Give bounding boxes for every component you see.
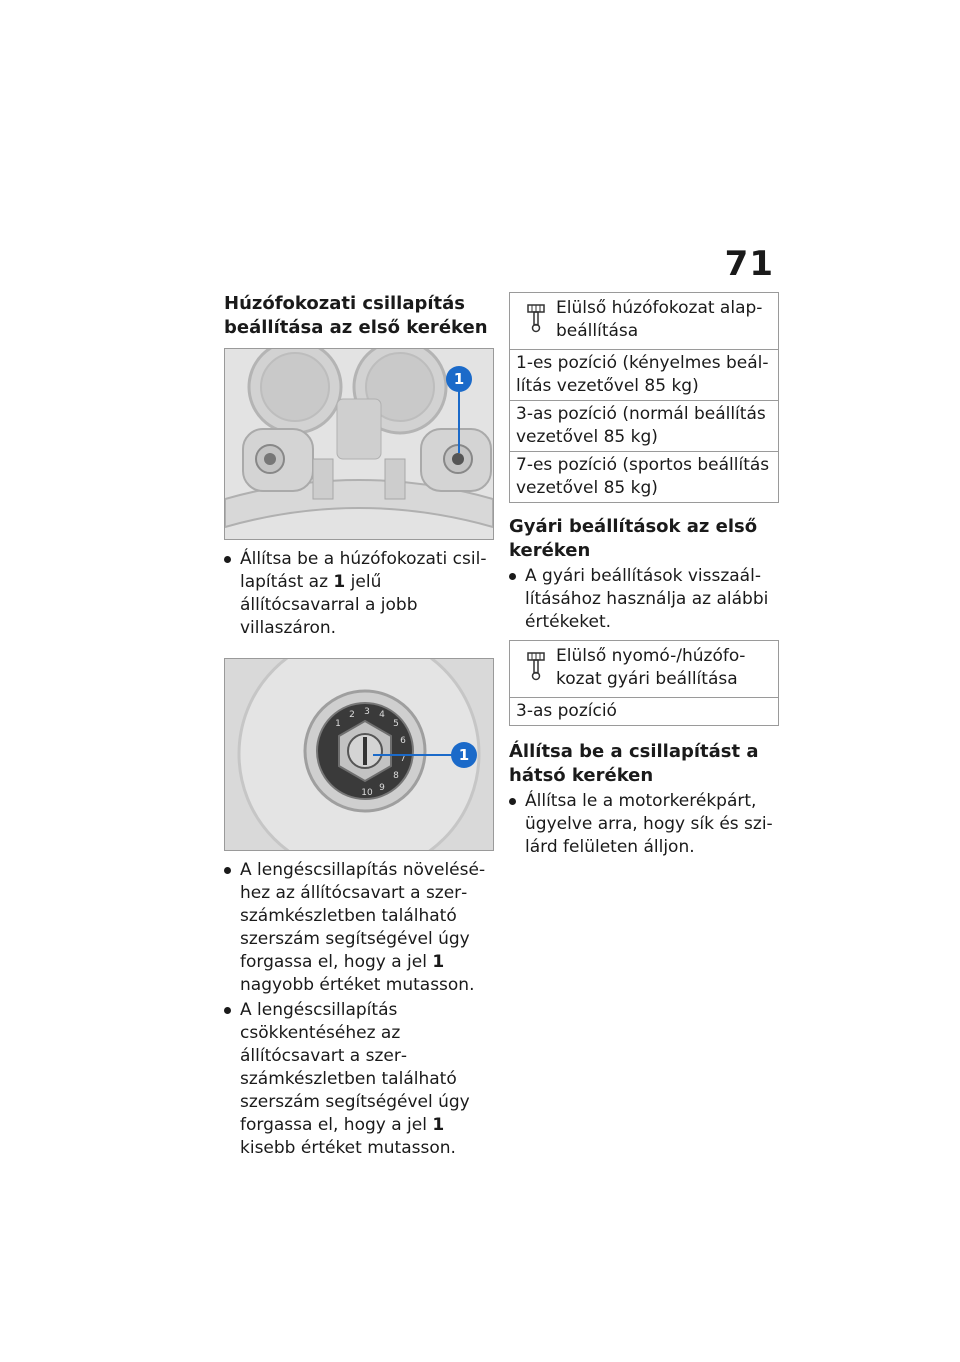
tool-spec-icon [516, 645, 556, 691]
spec-row-position-7: 7-es pozíció (sportos beállítás vezetővel 85 kg) [510, 452, 779, 503]
section-heading-front-rebound: Húzófokozati csillapítás beállítása az első keréken [224, 293, 488, 338]
scale-digit-5: 5 [393, 719, 399, 729]
scale-digit-1: 1 [335, 719, 341, 729]
scale-digit-8: 8 [393, 771, 399, 781]
callout-marker-1: 1 [451, 742, 477, 768]
scale-digit-4: 4 [379, 710, 385, 720]
instruction-list-4 [509, 790, 779, 859]
instruction-adjust-rebound: Állítsa be a húzófokozati csillapítást az 1 jelű állítócsavarral a jobb villaszáron. [224, 548, 494, 640]
instruction-restore-factory: A gyári beállítások visszaállításához használja az alábbi értékeket. [509, 565, 779, 634]
instruction-list-2 [224, 859, 494, 1160]
left-column [224, 292, 494, 1162]
scale-digit-9: 9 [379, 783, 385, 793]
scale-digit-2: 2 [349, 710, 355, 720]
scale-digit-10: 10 [361, 788, 373, 798]
scale-digit-6: 6 [400, 736, 406, 746]
spec-row-factory-position: 3-as pozíció [510, 698, 779, 726]
section-heading-rear-damping: Állítsa be a csillapítást a hátsó keréken [509, 741, 759, 786]
callout-marker-1: 1 [446, 366, 472, 392]
figure-adjuster-closeup [224, 658, 494, 851]
spec-table-header [510, 293, 779, 350]
spec-table-title: Elülső nyomó-/húzófokozat gyári beállítása [556, 646, 746, 689]
instruction-list-3 [509, 565, 779, 634]
page-number: 71 [724, 244, 774, 284]
spec-table-rebound-basic [509, 292, 779, 503]
instruction-list-1 [224, 548, 494, 640]
right-column [509, 292, 779, 861]
spec-table-header [510, 641, 779, 698]
instruction-park-motorcycle: Állítsa le a motorkerékpárt, ügyelve arra, hogy sík és szilárd felületen álljon. [509, 790, 779, 859]
spec-table-title: Elülső húzófokozat alapbeállítása [556, 298, 763, 341]
spec-row-position-3: 3-as pozíció (normál beállítás vezetővel 85 kg) [510, 401, 779, 452]
spec-table-factory [509, 640, 779, 726]
instruction-increase-damping: A lengéscsillapítás növeléséhez az állítócsavart a szerszámkészletben található szerszám segítségével úgy forgassa el, hogy a jel 1 nagyobb értéket mutasson. [224, 859, 494, 997]
figure-handlebar-adjuster [224, 348, 494, 540]
scale-digit-3: 3 [364, 707, 370, 717]
section-heading-factory-settings: Gyári beállítások az első keréken [509, 516, 758, 561]
spec-row-position-1: 1-es pozíció (kényelmes beállítás vezetővel 85 kg) [510, 350, 779, 401]
scale-digit-7: 7 [400, 754, 406, 764]
instruction-decrease-damping: A lengéscsillapítás csökkentéséhez az állítócsavart a szerszámkészletben található szerszám segítségével úgy forgassa el, hogy a jel 1 kisebb értéket mutasson. [224, 999, 494, 1160]
tool-spec-icon [516, 297, 556, 343]
